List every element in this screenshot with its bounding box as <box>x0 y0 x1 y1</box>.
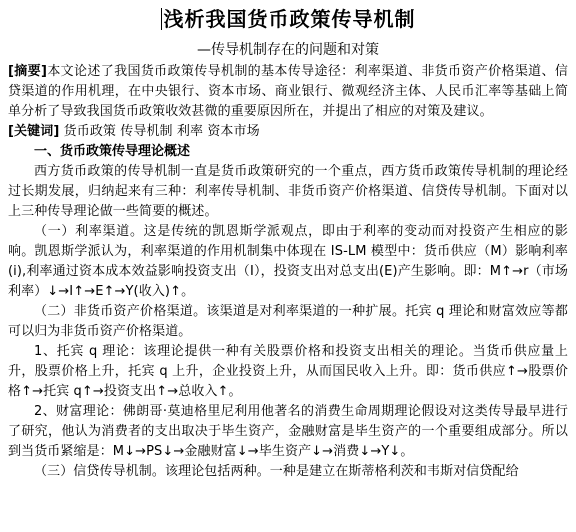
abstract-text: 本文论述了我国货币政策传导机制的基本传导途径：利率渠道、非货币资产价格渠道、信贷渠道的作用机理，在中央银行、资本市场、商业银行、微观经济主体、人民币汇率等基础上简单分析了导致我国货币政策收效甚微的重要原因所在，并提出了相应的对策及建议。 <box>8 64 568 119</box>
document-subtitle: —传导机制存在的问题和对策 <box>197 42 379 58</box>
body-paragraph: （一）利率渠道。这是传统的凯恩斯学派观点，即由于利率的变动而对投资产生相应的影响。凯恩斯学派认为，利率渠道的作用机制集中体现在 IS-LM 模型中：货币供应（M）影响利率(i),利率通过资本成本效益影响投资支出（I），投资支出对总支出(E)产生影响。即：M↑→r（市场利率）↓→I↑→E↑→Y(收入)↑。 <box>8 224 568 299</box>
body-paragraph: （三）信贷传导机制。该理论包括两种。一种是建立在斯蒂格利茨和韦斯对信贷配给 <box>34 464 519 479</box>
abstract-label: [摘要] <box>8 64 48 79</box>
body-paragraph: 2、财富理论：佛朗哥·莫迪格里尼利用他著名的消费生命周期理论假设对这类传导最早进行了研究，他认为消费者的支出取决于毕生资产，金融财富是毕生资产的一个重要组成部分。所以到当货币紧缩是：M↓→PS↓→金融财富↓→毕生资产↓→消费↓→Y↓。 <box>8 404 568 459</box>
abstract-paragraph <box>8 62 568 122</box>
document-title: 浅析我国货币政策传导机制 <box>163 7 416 31</box>
keywords-text: 货币政策 传导机制 利率 资本市场 <box>63 124 260 139</box>
keywords-paragraph <box>8 122 568 142</box>
body-paragraph: （二）非货币资产价格渠道。该渠道是对利率渠道的一种扩展。托宾 q 理论和财富效应等都可以归为非货币资产价格渠道。 <box>8 304 568 339</box>
body-paragraph: 1、托宾 q 理论：该理论提供一种有关股票价格和投资支出相关的理论。当货币供应量上升，股票价格上升，托宾 q 上升，企业投资上升，从而国民收入上升。即：货币供应↑→股票价格↑→托宾 q↑→投资支出↑→总收入↑。 <box>8 344 568 399</box>
keywords-label: [关键词] <box>8 124 60 139</box>
body-paragraph: 西方货币政策的传导机制一直是货币政策研究的一个重点，西方货币政策传导机制的理论经过长期发展，归纳起来有三种：利率传导机制、非货币资产价格渠道、信贷传导机制。下面对以上三种传导理论做一些简要的概述。 <box>8 164 568 219</box>
document-title-line <box>8 2 568 36</box>
section-heading: 一、货币政策传导理论概述 <box>34 144 191 159</box>
text-cursor <box>161 8 162 30</box>
document-page <box>0 2 576 532</box>
